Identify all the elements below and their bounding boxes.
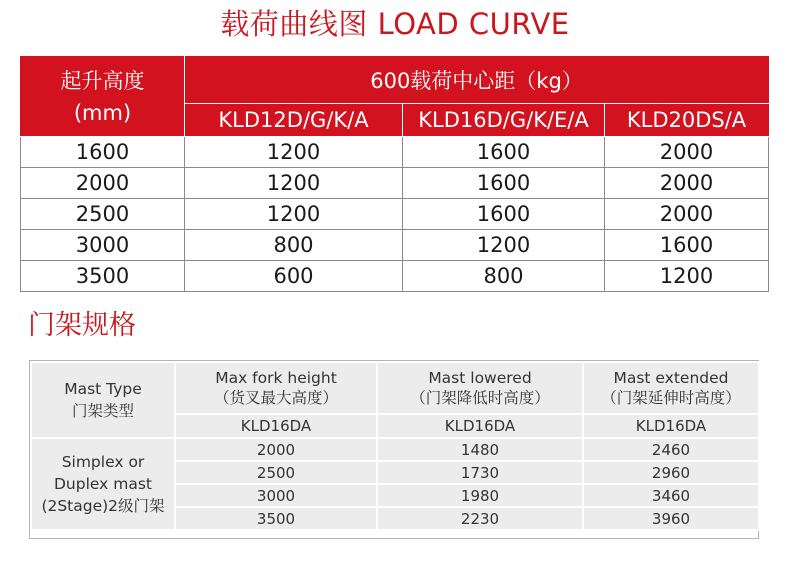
column-header-cn: （门架降低时高度） — [410, 389, 550, 407]
height-cell: 2960 — [583, 461, 759, 484]
model-header: KLD20DS/A — [605, 104, 769, 137]
mast-spec-table — [30, 361, 760, 531]
model-cell: KLD16DA — [583, 414, 759, 438]
capacity-cell: 1200 — [185, 168, 403, 199]
lift-height-cell: 2500 — [21, 199, 185, 230]
capacity-cell: 1600 — [605, 230, 769, 261]
load-center-group-header: 600载荷中心距（kg） — [185, 57, 769, 104]
mast-spec-title: 门架规格 — [28, 310, 136, 341]
mast-type-label-cn: 门架类型 — [71, 402, 134, 420]
column-header-en: Mast extended — [613, 369, 729, 387]
mast-type-label-en: Mast Type — [64, 380, 142, 398]
height-cell: 1480 — [377, 438, 583, 461]
model-header: KLD16D/G/K/E/A — [403, 104, 605, 137]
column-header — [377, 362, 583, 414]
model-cell: KLD16DA — [175, 414, 377, 438]
mast-type-header — [31, 362, 175, 438]
column-header-en: Mast lowered — [428, 369, 532, 387]
lift-height-unit: (mm) — [73, 100, 132, 125]
load-curve-title: 载荷曲线图 LOAD CURVE — [220, 7, 570, 41]
capacity-cell: 2000 — [605, 137, 769, 168]
capacity-cell: 1200 — [185, 199, 403, 230]
lift-height-cell: 3000 — [21, 230, 185, 261]
table-row — [21, 168, 769, 199]
capacity-cell: 600 — [185, 261, 403, 292]
table-row — [21, 199, 769, 230]
height-cell: 3960 — [583, 507, 759, 530]
model-header: KLD12D/G/K/A — [185, 104, 403, 137]
height-cell: 3000 — [175, 484, 377, 507]
column-header — [175, 362, 377, 414]
column-header-cn: （货叉最大高度） — [213, 389, 338, 407]
height-cell: 1730 — [377, 461, 583, 484]
capacity-cell: 1200 — [185, 137, 403, 168]
height-cell: 3460 — [583, 484, 759, 507]
mast-type-line: Simplex or — [61, 453, 145, 471]
capacity-cell: 800 — [403, 261, 605, 292]
lift-height-cell: 3500 — [21, 261, 185, 292]
height-cell: 3500 — [175, 507, 377, 530]
column-header — [583, 362, 759, 414]
capacity-cell: 2000 — [605, 168, 769, 199]
load-curve-table — [20, 56, 769, 292]
capacity-cell: 1600 — [403, 168, 605, 199]
mast-type-line: (2Stage)2级门架 — [41, 497, 165, 515]
capacity-cell: 2000 — [605, 199, 769, 230]
height-cell: 2500 — [175, 461, 377, 484]
height-cell: 2460 — [583, 438, 759, 461]
capacity-cell: 1600 — [403, 137, 605, 168]
table-row — [21, 137, 769, 168]
column-header-en: Max fork height — [215, 369, 337, 387]
lift-height-cell: 1600 — [21, 137, 185, 168]
capacity-cell: 1200 — [403, 230, 605, 261]
column-header-cn: （门架延伸时高度） — [601, 389, 741, 407]
table-row — [21, 261, 769, 292]
height-cell: 2230 — [377, 507, 583, 530]
height-cell: 2000 — [175, 438, 377, 461]
capacity-cell: 800 — [185, 230, 403, 261]
height-cell: 1980 — [377, 484, 583, 507]
model-cell: KLD16DA — [377, 414, 583, 438]
capacity-cell: 1600 — [403, 199, 605, 230]
lift-height-label: 起升高度 — [60, 68, 145, 93]
table-row — [31, 438, 759, 461]
mast-type-line: Duplex mast — [53, 475, 153, 493]
table-row — [21, 230, 769, 261]
capacity-cell: 1200 — [605, 261, 769, 292]
lift-height-header — [21, 57, 185, 137]
mast-type-cell — [31, 438, 175, 530]
lift-height-cell: 2000 — [21, 168, 185, 199]
